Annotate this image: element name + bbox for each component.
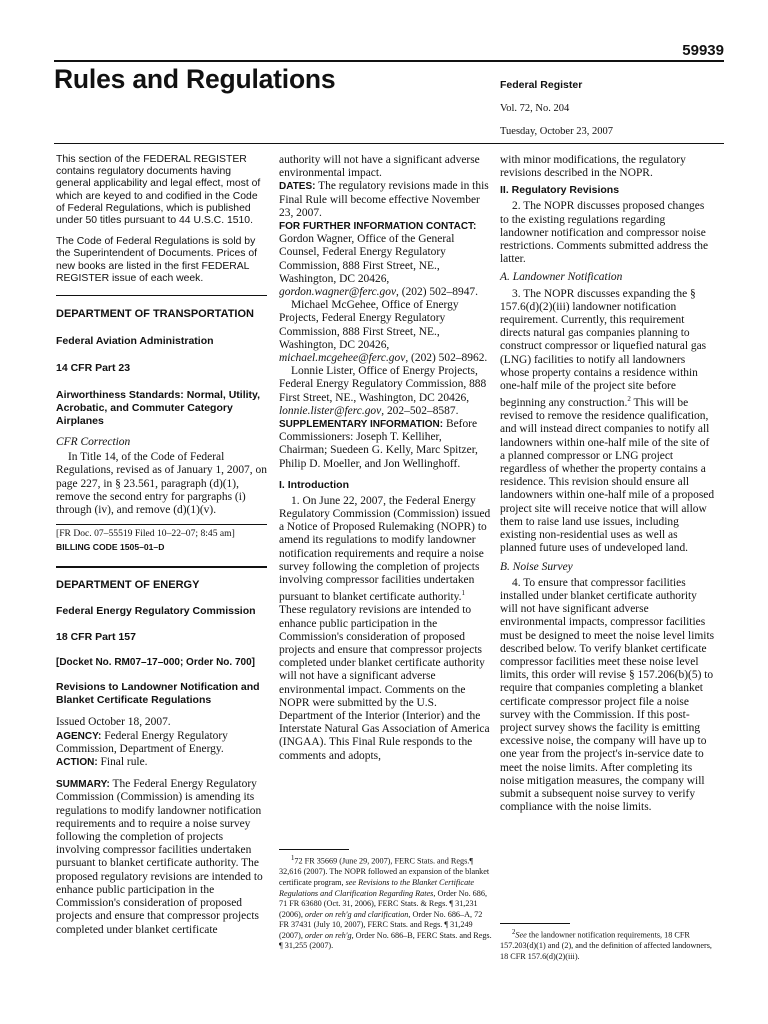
docket-number: [Docket No. RM07–17–000; Order No. 700]: [56, 657, 255, 669]
issue-date: Tuesday, October 23, 2007: [500, 126, 613, 137]
register-info: [500, 74, 613, 143]
contact-2: Michael McGehee, Office of Energy Projects, Federal Energy Regulatory Commission, 888 First Street, NE., Washington, DC 20426, michael.mcgehee@ferc.gov, (202) 502–8962.: [279, 299, 488, 365]
fr-doc-line: [FR Doc. 07–55519 Filed 10–22–07; 8:45 am]: [56, 528, 235, 540]
footnote-rule: [279, 849, 349, 850]
column-3: [500, 154, 715, 961]
cfr-part-heading: 14 CFR Part 23: [56, 362, 131, 375]
paragraph-4: 4. To ensure that compressor facilities installed under blanket certificate authority will not have significant adverse environmental impacts, compressor facilities must be designed to meet the noise level limits described below. To verify blanket certificate compressor facilities meet these noise level limits, this order will revise § 157.206(b)(5) to require that companies completing a blanket certificate compressor project file a noise survey with the Commission. If this post-project survey shows the facility is emitting excessive noise, the company will have up to one year from the project's in-service date to meet the noise limits. After completing its noise mitigation measures, the company will submit a subsequent noise survey to verify compliance with the noise limits.: [500, 576, 715, 814]
agency-text: Federal Energy Regulatory Commission, Department of Energy.: [56, 729, 228, 755]
document-separator: [56, 566, 267, 568]
action-text: Final rule.: [100, 756, 148, 769]
supplementary-label: SUPPLEMENTARY INFORMATION:: [279, 419, 444, 431]
regulatory-revisions-heading: II. Regulatory Revisions: [500, 184, 620, 197]
dates-paragraph: [279, 180, 492, 220]
paragraph-1-continuation: with minor modifications, the regulatory revisions described in the NOPR.: [500, 154, 686, 180]
contact-2-email: michael.mcgehee@ferc.gov: [279, 352, 406, 365]
contact-3: Lonnie Lister, Office of Energy Projects, Federal Energy Regulatory Commission, 888 First Street, NE., Washington, DC 20426, lonnie.lister@ferc.gov, 202–502–8587.: [279, 365, 487, 417]
footnote-area: [279, 849, 492, 952]
header-rule: [54, 60, 724, 62]
header-bottom-rule: [54, 143, 724, 144]
intro-paragraph-1: This section of the FEDERAL REGISTER contains regulatory documents having general applicability and legal effect, most of which are keyed to and codified in the Code of Federal Regulations, which is published under 50 titles pursuant to 44 U.S.C. 1510.: [56, 154, 261, 227]
paragraph-3: 3. The NOPR discusses expanding the § 157.6(d)(2)(iii) landowner notification requirement. Currently, this requirement directs natural gas companies planning to construct compressor or liquefied natural gas (LNG) facilities to notify all landowners whose property contains a residence within one-half mile of the project site before beginning any construction.$^2$ This will be revised to remove the residence qualification, and will instead direct companies to notify all landowners within one-half mile of the site of a planned compressor or LNG project regardless of whether the property contains a residence. This revision should ensure all landowners within one-half mile of a proposed project site will receive notice that will allow them to raise land use issues, including existing non-residential uses as well as planned future uses of undeveloped land.: [500, 287, 715, 555]
correction-body: In Title 14, of the Code of Federal Regulations, revised as of January 1, 2007, on page 227, in § 23.561, paragraph (d)(1), remove the second entry for pargraphs (i) through (iv), and remove (d)(1)(v).: [56, 451, 267, 517]
footnote-ref-1: 1: [461, 589, 466, 598]
footnote-rule: [500, 923, 570, 924]
rule-title: Airworthiness Standards: Normal, Utility, Acrobatic, and Commuter Category Airplanes: [56, 389, 261, 428]
footnote-ref-2: 2: [627, 395, 631, 404]
paragraph-1: 1. On June 22, 2007, the Federal Energy Regulatory Commission (Commission) issued a Notice of Proposed Rulemaking (NOPR) to amend its regulations to modify landowner notification requirements and require a noise survey following the completion of projects involving compressor facilities undertaken pursuant to blanket certificate authority.$^1$ These regulatory revisions are intended to enhance public participation in the Commission's consideration of proposed projects and ensure that compressor projects completed under blanket certificate authority will not have a significant adverse environmental impact. Comments on the NOPR were submitted by the U.S. Department of the Interior (Interior) and the Interstate Natural Gas Association of America (INGAA). This Final Rule responds to the comments and adopts,: [279, 494, 491, 762]
divider: [56, 524, 267, 525]
rule-title: Revisions to Landowner Notification and Blanket Certificate Regulations: [56, 681, 260, 707]
dates-text: The regulatory revisions made in this Final Rule will become effective November 23, 2007.: [279, 180, 489, 219]
footnote-2: $^2$See the landowner notification requirements, 18 CFR 157.203(d)(1) and (2), and the definition of affected landowners, 18 CFR 157.6(d)(2)(iii).: [500, 929, 712, 961]
intro-paragraph-2: The Code of Federal Regulations is sold by the Superintendent of Documents. Prices of new books are listed in the first FEDERAL REGISTER issue of each week.: [56, 236, 257, 284]
cfr-part-heading: 18 CFR Part 157: [56, 631, 136, 644]
contact-1-email: gordon.wagner@ferc.gov: [279, 286, 397, 299]
column-2: [279, 154, 492, 951]
volume-number: Vol. 72, No. 204: [500, 103, 570, 114]
publication-name: Federal Register: [500, 79, 583, 91]
supplementary-text: Before Commissioners: Joseph T. Kelliher, Chairman; Suedeen G. Kelly, Marc Spitzer, Philip D. Moeller, and Jon Wellinghoff.: [279, 418, 478, 470]
agency-heading: Federal Aviation Administration: [56, 335, 214, 348]
department-heading: DEPARTMENT OF TRANSPORTATION: [56, 308, 254, 321]
footnote-1: $^1$72 FR 35669 (June 29, 2007), FERC Stats. and Regs.¶ 32,616 (2007). The NOPR followed an expansion of the blanket certificate program, see Revisions to the Blanket Certificate Regulations and Clarification Regarding Rates, Order No. 686, 71 FR 63680 (Oct. 31, 2006), FERC Stats. & Regs. ¶ 31,231 (2006), order on reh'g and clarification, Order No. 686–A, 72 FR 37431 (July 10, 2007), FERC Stats. and Regs. ¶ 31,249 (2007), order on reh'g, Order No. 686–B, FERC Stats. and Regs. ¶ 31,255 (2007).: [279, 855, 492, 951]
contact-label: FOR FURTHER INFORMATION CONTACT:: [279, 221, 477, 233]
summary-paragraph: [56, 778, 267, 936]
contact-1: Gordon Wagner, Office of the General Counsel, Federal Energy Regulatory Commission, 888 First Street, NE., Washington, DC 20426, gordon.wagner@ferc.gov, (202) 502–8947.: [279, 233, 479, 299]
action-label: ACTION:: [56, 757, 98, 769]
paragraph-2: 2. The NOPR discusses proposed changes to the existing regulations regarding landowner notification and compressor noise restrictions. Comments submitted address the latter.: [500, 200, 709, 266]
footnote-area: [500, 923, 715, 963]
summary-text: The Federal Energy Regulatory Commission (Commission) is amending its regulations to modify landowner notification requirements and to require a noise survey following the completion of projects involving compressor facilities undertaken pursuant to blanket certificate authority. The proposed regulatory revisions are intended to enhance public participation in the Commission's consideration of proposed projects and ensure that compressor projects completed under blanket certificate: [56, 778, 263, 936]
summary-label: SUMMARY:: [56, 779, 110, 791]
contact-3-email: lonnie.lister@ferc.gov: [279, 404, 382, 417]
column-1: [56, 154, 267, 937]
introduction-heading: I. Introduction: [279, 478, 349, 491]
summary-continuation: authority will not have a significant adverse environmental impact.: [279, 154, 480, 180]
correction-label: CFR Correction: [56, 436, 131, 449]
page-number: 59939: [682, 42, 724, 59]
department-heading: DEPARTMENT OF ENERGY: [56, 579, 200, 592]
agency-heading: Federal Energy Regulatory Commission: [56, 605, 256, 618]
subheading-noise-survey: B. Noise Survey: [500, 560, 573, 573]
divider: [56, 295, 267, 296]
subheading-landowner-notification: A. Landowner Notification: [500, 271, 623, 284]
dates-label: DATES:: [279, 181, 316, 193]
supplementary-paragraph: [279, 418, 492, 471]
section-title: Rules and Regulations: [54, 64, 336, 94]
action-line: [56, 756, 267, 769]
agency-label: AGENCY:: [56, 730, 102, 742]
agency-line: [56, 730, 267, 756]
issued-date: Issued October 18, 2007.: [56, 716, 171, 729]
billing-code: BILLING CODE 1505–01–D: [56, 542, 165, 553]
